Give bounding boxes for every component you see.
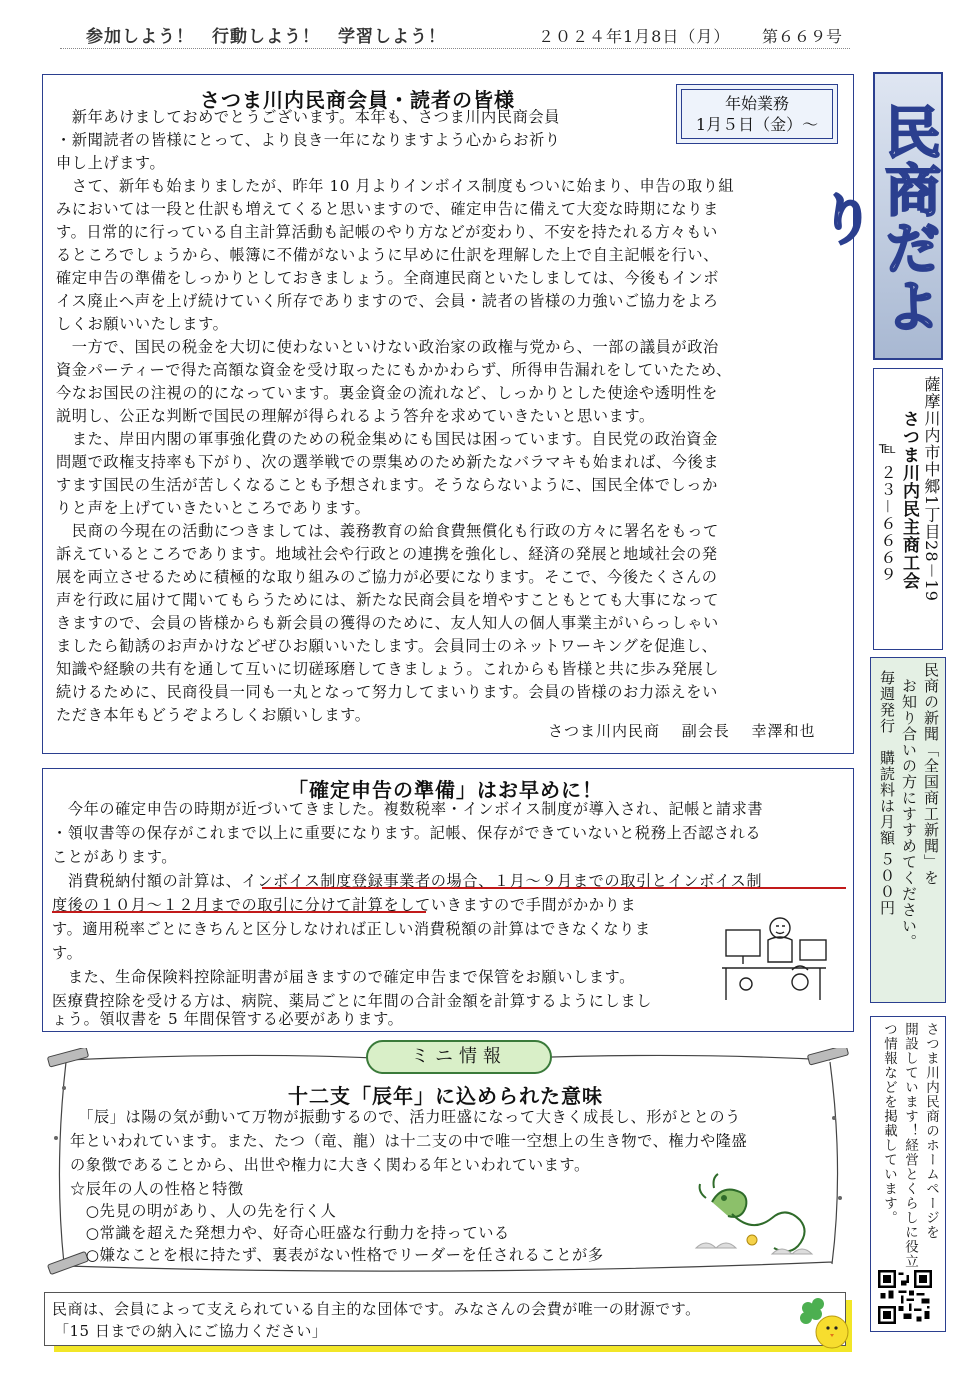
main-line: しくお願いいたします。 — [56, 315, 229, 333]
main-line: 資金パーティーで得た高額な資金を受け取ったにもかかわらず、所得申告漏れをしていたため、 — [56, 361, 732, 379]
main-line: 展を両立させるために積極的な取り組みのご協力が必要になります。そこで、今後たくさんの — [56, 568, 718, 586]
main-line: 民商の今現在の活動につきましては、義務教育の給食費無償化も行政の方々に署名をもって — [56, 522, 719, 540]
tax-article-title: 「確定申告の準備」はお早めに！ — [288, 778, 603, 802]
main-line: ただき本年もどうぞよろしくお願いします。 — [56, 706, 371, 724]
info-line: ○常識を超えた発想力や、好奇心旺盛な行動力を持っている — [70, 1224, 510, 1242]
main-line: 声を行政に届けて聞いてもらうためには、新たな民商会員を増やすこともとても大事になって — [56, 591, 720, 609]
main-line: また、岸田内閣の軍事強化費のための税金集めにも国民は困っています。自民党の政治資金 — [56, 430, 718, 448]
info-line: 年といわれています。また、たつ（竜、龍）は十二支の中で唯一空想上の生き物で、権力や隆盛 — [70, 1132, 748, 1150]
hours-line-1: 年始業務 — [724, 94, 789, 113]
mini-info-title: 十二支「辰年」に込められた意味 — [288, 1084, 603, 1108]
masthead-title: 民商だより — [810, 103, 941, 335]
main-line: るところでしょうから、帳簿に不備がないように早めに仕訳を理解した上で自主記帳を行い、 — [56, 246, 719, 264]
tax-line: ・領収書等の保存がこれまで以上に重要になります。記帳、保存ができていないと税務上否認される — [52, 824, 762, 842]
footer-line: 民商は、会員によって支えられている自主的な団体です。みなさんの会費が唯一の財源です。 — [52, 1300, 701, 1318]
main-article-title: さつま川内民商会員・読者の皆様 — [200, 88, 515, 112]
mini-info-badge: ミニ情報 — [366, 1040, 552, 1074]
info-line: ○嫌なことを根に持たず、裏表がない性格でリーダーを任されることが多 — [70, 1246, 604, 1264]
main-line: 訴えているところであります。地域社会や行政との連携を強化し、経済の発展と地域社会の発 — [56, 545, 718, 563]
main-line: 今なお国民の注視の的になっています。裏金資金の流れなど、しっかりとした使途や透明性を — [56, 384, 718, 402]
footer-line: 「15 日までの納入にご協力ください」 — [54, 1322, 328, 1340]
info-line: ○先見の明があり、人の先を行く人 — [70, 1202, 337, 1220]
tax-line: 今年の確定申告の時期が近づいてきました。複数税率・インボイス制度が導入され、記帳と請求書 — [52, 800, 764, 818]
main-line: みにおいては一段と仕訳も増えてくると思いますので、確定申告に備えて大変な時期になりま — [56, 200, 719, 218]
newspaper-line: お知り合いの方にすすめてください。 — [900, 678, 918, 950]
main-line: すます国民の生活が苦しくなることも予想されます。そうならないように、国民全体でしっか — [56, 476, 718, 494]
emphasis-underline — [52, 911, 426, 913]
tax-line: ことがあります。 — [52, 848, 178, 866]
issue-date: ２０２４年1月8日（月） — [538, 27, 731, 46]
tax-line: 度後の１０月～１２月までの取引に分けて計算をしていきますので手間がかかりま — [52, 896, 637, 914]
main-line: 確定申告の準備をしっかりとしておきましょう。全商連民商といたしましては、今後もインボ — [56, 269, 720, 287]
banner-rule — [60, 48, 850, 49]
address-line: 薩摩川内市中郷1丁目28－19 — [922, 376, 941, 602]
homepage-line: 開設しています！経営とくらしに役立 — [902, 1022, 918, 1269]
main-line: す。日常的に行っている自主計算活動も記帳のやり方などが変わり、不安を持たれる方々もい — [56, 223, 718, 241]
masthead — [810, 72, 943, 360]
main-line: 説明し、公正な判断で国民の理解が得られるよう答弁を求めていきたいと思います。 — [56, 407, 655, 425]
office-worker-illustration — [716, 910, 834, 1004]
main-line: りと声を上げていきたいところであります。 — [56, 499, 371, 517]
main-line: 問題で政権支持率も下がり、次の選挙戦での票集めのため新たなバラマキも始まれば、今後ま — [56, 453, 720, 471]
main-line: さて、新年も始まりましたが、昨年 10 月よりインボイス制度もついに始まり、申告の取り組 — [56, 177, 735, 195]
main-line: イス廃止へ声を上げ続けていく所存でありますので、会員・読者の皆様の力強いご協力をよろ — [56, 292, 719, 310]
new-year-hours-box — [676, 84, 838, 144]
homepage-line: さつま川内民商のホームページを — [923, 1022, 939, 1240]
newspaper-line: 毎週発行 購読料は月額 ５００円 — [878, 670, 896, 916]
qr-code-icon[interactable] — [878, 1270, 932, 1324]
homepage-line: つ情報などを掲載しています。 — [881, 1022, 897, 1225]
main-line: ・新聞読者の皆様にとって、より良き一年になりますよう心からお祈り — [56, 131, 561, 149]
tax-line: す。 — [52, 944, 83, 962]
newspaper-line: 民商の新聞「全国商工新聞」を — [922, 662, 940, 886]
info-line: 「辰」は陽の気が動いて万物が振動するので、活力旺盛になって大きく成長し、形がととのう — [70, 1108, 741, 1126]
main-line: 知識や経験の共有を通して互いに切磋琢磨してきましょう。これからも皆様と共に歩み発展し — [56, 660, 720, 678]
tax-line: ょう。領収書を 5 年間保管する必要があります。 — [52, 1010, 404, 1028]
main-line: ましたら勧誘のお声かけなどぜひお願いいたします。会員同士のネットワーキングを促進し、 — [56, 637, 718, 655]
issue-number: 第６６９号 — [762, 27, 843, 46]
article-signature: さつま川内民商 副会長 幸澤和也 — [548, 722, 816, 740]
main-line: 新年あけましておめでとうございます。本年も、さつま川内民商会員 — [56, 108, 560, 126]
dragon-illustration — [692, 1168, 822, 1264]
main-line: 申し上げます。 — [56, 154, 166, 172]
main-line: 一方で、国民の税金を大切に使わないといけない政治家の政権与党から、一部の議員が政治 — [56, 338, 719, 356]
chick-clover-icon — [796, 1296, 852, 1350]
tax-line: 医療費控除を受ける方は、病院、薬局ごとに年間の合計金額を計算するようにしまし — [52, 992, 652, 1010]
emphasis-underline — [262, 887, 846, 889]
info-line: の象徴であることから、出世や権力に大きく関わる年といわれています。 — [70, 1156, 590, 1174]
main-line: きますので、会員の皆様からも新会員の獲得のために、友人知人の個人事業主がいらっしゃい — [56, 614, 719, 632]
hours-line-2: 1月５日（金）～ — [695, 115, 819, 134]
phone-number: ℡ ２３－６６６９ — [878, 438, 897, 584]
org-name: さつま川内民主商工会 — [899, 410, 919, 590]
tax-line: す。適用税率ごとにきちんと区分しなければ正しい消費税額の計算はできなくなりま — [52, 920, 651, 938]
main-line: 続けるために、民商役員一同も一丸となって努力してまいります。会員の皆様のお力添えをい — [56, 683, 718, 701]
info-line: ☆辰年の人の性格と特徴 — [70, 1180, 244, 1198]
slogan: 参加しよう！ 行動しよう！ 学習しよう！ — [86, 27, 446, 47]
tax-line: 消費税納付額の計算は、インボイス制度登録事業者の場合、１月～９月までの取引とインボイス制 — [52, 872, 763, 890]
tax-line: また、生命保険料控除証明書が届きますので確定申告まで保管をお願いします。 — [52, 968, 635, 986]
